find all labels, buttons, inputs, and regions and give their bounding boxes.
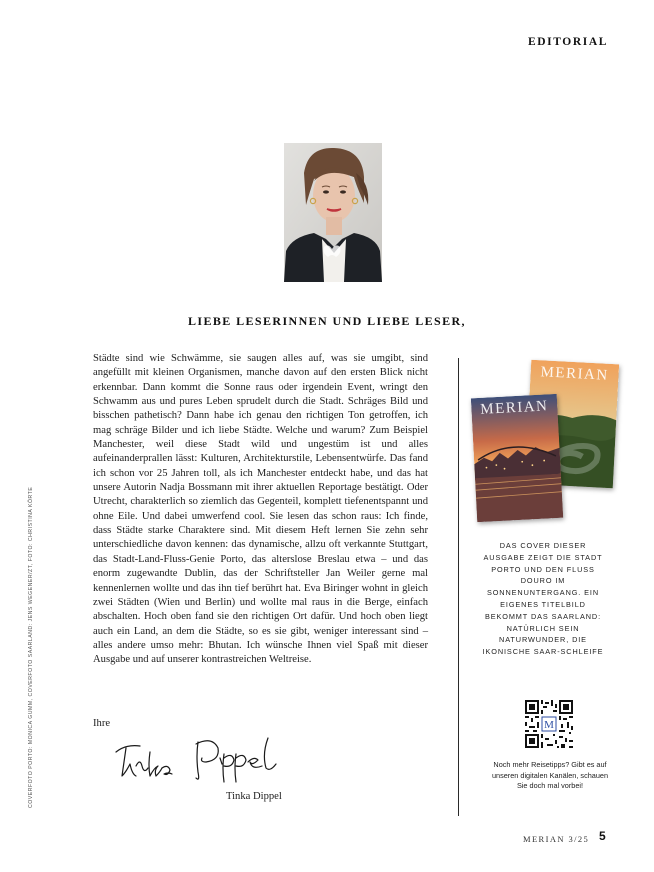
signer-name: Tinka Dippel: [226, 791, 282, 802]
handwritten-signature: [112, 732, 282, 784]
cover-images: [470, 356, 620, 528]
cover-caption: DAS COVER DIESER AUSGABE ZEIGT DIE STADT PORTO UND DEN FLUSS DOURO IM SONNENUNTERGANG. EIN EIGENES TITELBILD BEKOMMT DAS SAARLAND: NATÜRLICH SEIN NATURWUNDER, DIE IKONISCHE SAAR-SCHLEIFE: [482, 541, 604, 657]
editorial-paragraph: Städte sind wie Schwämme, sie saugen alles auf, was sie umgibt, sind angefüllt mit kleinen Organismen, manche davon auf den ersten Blick nicht erkennbar. Dann kommt die Sonne raus oder irgendein Event, wringt den Schwamm aus und pures Leben sprudelt durch die Stadt. Schräges Bild und bisschen pathetisch? Dann habe ich genau den richtigen Ton getroffen, ich mag schräge Bilder und ich liebe Städte. Welche und warum? Zum Beispiel Manchester, weil diese Stadt wild und ungestüm ist und alles aufeinanderprallen lässt: Kulturen, Architekturstile, Lebensentwürfe. Das fand ich schon vor 25 Jahren toll, als ich Manchester entdeckt habe, und das hat unsere Autorin Nadja Bossmann mit ihrer aktuellen Reportage bestätigt. Oder Utrecht, charakterlich so ziemlich das Gegenteil, komplett tiefenentspannt und ohne Eile. Und dabei umwerfend cool. Sie lesen das schon raus: Ich finde, dass Städte starke Charaktere sind. Mit diesem Heft lernen Sie zehn sehr unterschiedliche davon kennen: das dynamische, allzu oft verkannte Stuttgart, das Stadt-Land-Fluss-Genie Porto, das alterslose Breslau etwa – und das enorm zugewandte Dublin, das der Schriftsteller Jan Weiler gerne mal kennenlernen wollte und das ihn tief berührt hat. Eva Biringer wohnt in gleich zwei Städten (Wien und Berlin) und wollte mal raus in die Berge, einfach abschalten. Hoch oben fand sie den richtigen Ort dafür. Und hoch oben liegt auch ein Land, an dem die Städte, so es sie gibt, weniger interessant sind – alles andere umso mehr: Bhutan. Ich wünsche Ihnen viel Spaß mit dieser Ausgabe und auf unserer kontrastreichen Weltreise.: [93, 353, 428, 666]
section-label: EDITORIAL: [527, 36, 608, 48]
photo-credits: COVERFOTO PORTO: MONICA GUMM, COVERFOTO SAARLAND: JENS WEGENER/ZT, FOTO: CHRISTINA KÖRTE: [28, 486, 34, 808]
editorial-salutation: LIEBE LESERINNEN UND LIEBE LESER,: [188, 314, 466, 328]
page-number: 5: [599, 829, 606, 843]
editorial-body: [93, 352, 428, 668]
closing-word: Ihre: [93, 718, 111, 729]
cover-porto: [471, 394, 563, 522]
magazine-issue: MERIAN 3/25: [523, 834, 590, 844]
author-portrait: [284, 143, 382, 282]
cover-brand-porto: MERIAN: [479, 398, 549, 418]
qr-logo-letter: M: [544, 719, 554, 731]
qr-code[interactable]: [525, 700, 573, 748]
column-divider: [458, 358, 459, 816]
cover-brand-saarland: MERIAN: [540, 364, 610, 384]
qr-note: Noch mehr Reisetipps? Gibt es auf unseren digitalen Kanälen, schauen Sie doch mal vorbei!: [491, 760, 609, 791]
